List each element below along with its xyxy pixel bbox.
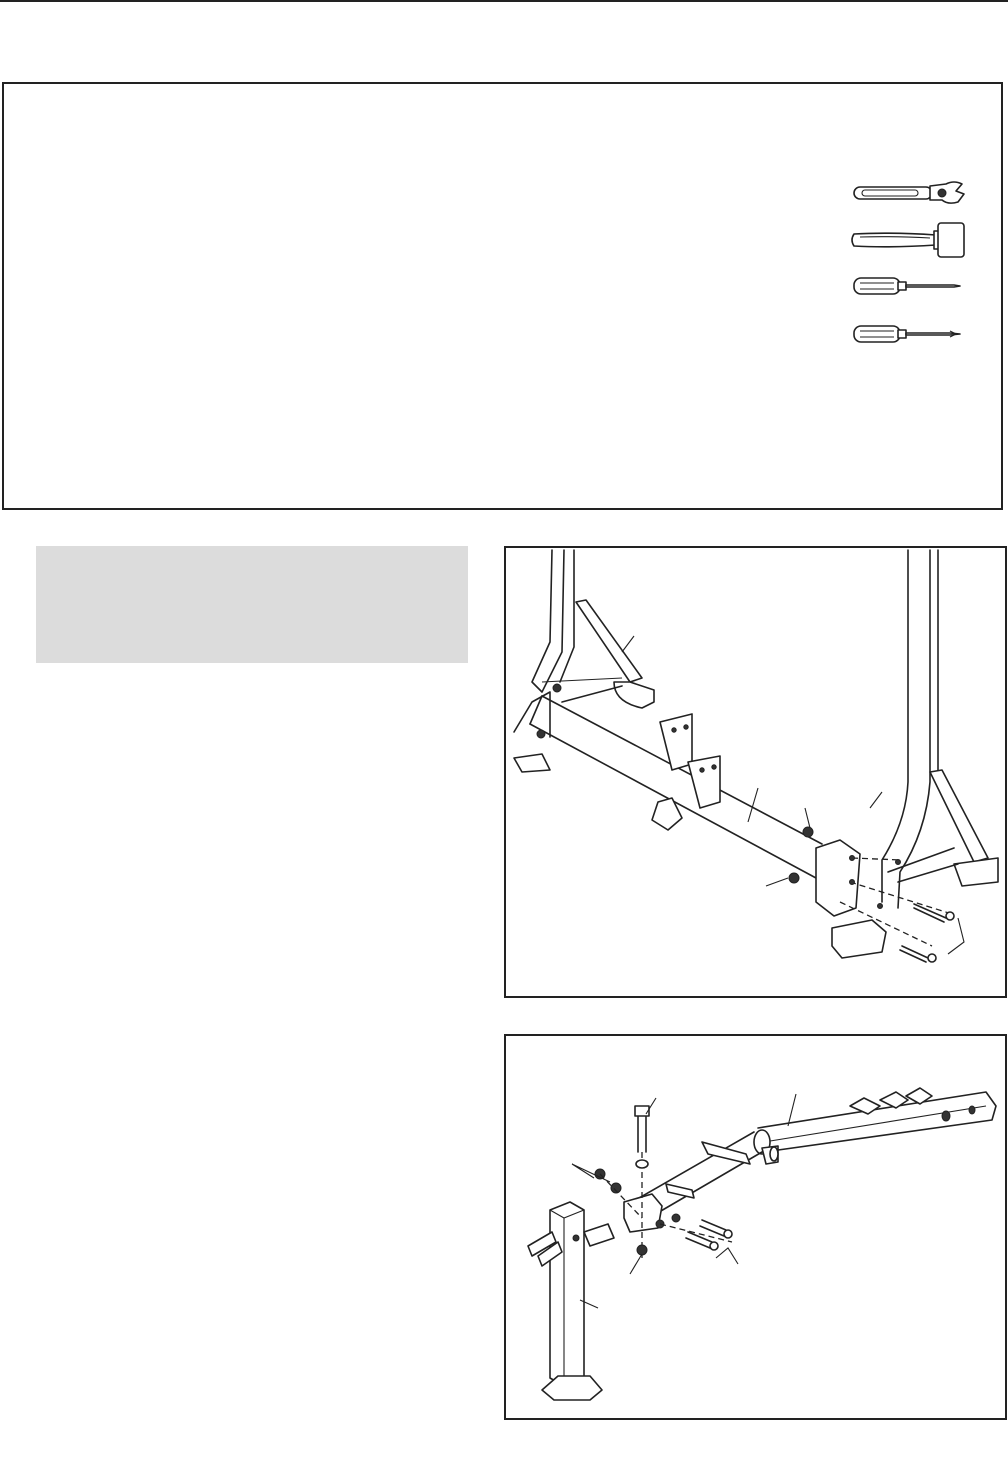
phillips-screwdriver-icon	[850, 322, 968, 346]
note-box	[36, 546, 468, 663]
tools-box	[2, 82, 1003, 510]
flat-screwdriver-icon	[850, 274, 968, 298]
rubber-mallet-icon	[850, 220, 968, 260]
adjustable-wrench-icon	[850, 178, 968, 208]
top-rule	[0, 0, 1008, 2]
figure-1-base-frame	[504, 546, 1007, 998]
figure-2-upright-and-seat-frame	[504, 1034, 1007, 1420]
